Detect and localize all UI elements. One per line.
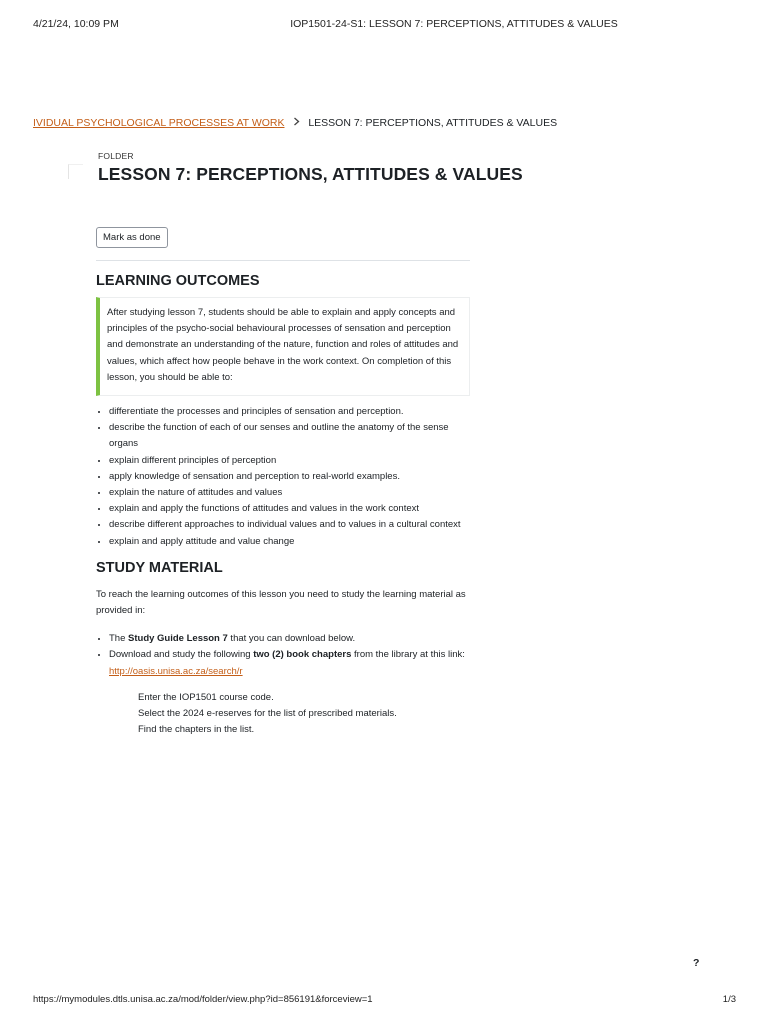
activity-type-label: FOLDER — [98, 151, 134, 161]
step-line: Find the chapters in the list. — [138, 724, 255, 736]
print-header — [33, 18, 735, 32]
print-footer — [33, 994, 736, 1008]
study-material-heading: STUDY MATERIAL — [96, 559, 223, 576]
book-chapters-count: two (2) book chapters — [253, 649, 352, 661]
print-title: IOP1501-24-S1: LESSON 7: PERCEPTIONS, ATTITUDES & VALUES — [290, 18, 618, 30]
list-item: • explain and apply the functions of attitudes and values in the work context — [109, 501, 470, 517]
list-item: • describe different approaches to individual values and to values in a cultural context — [109, 517, 470, 533]
folder-icon — [68, 164, 83, 179]
folder-intro — [96, 273, 470, 738]
learning-outcomes-list — [96, 404, 470, 550]
list-item: • differentiate the processes and principles of sensation and perception. — [109, 404, 470, 420]
list-item: • Download and study the following two (2) book chapters from the library at this link: http://oasis.unisa.ac.za/search/r — [109, 647, 470, 679]
breadcrumb-current: LESSON 7: PERCEPTIONS, ATTITUDES & VALUES — [308, 117, 558, 129]
list-item: • explain different principles of perception — [109, 453, 470, 469]
study-material-list — [96, 631, 470, 680]
page-title: LESSON 7: PERCEPTIONS, ATTITUDES & VALUES — [98, 164, 523, 184]
breadcrumb-parent-link[interactable]: IVIDUAL PSYCHOLOGICAL PROCESSES AT WORK — [33, 117, 285, 129]
breadcrumb — [33, 117, 557, 129]
list-item: • The Study Guide Lesson 7 that you can download below. — [109, 631, 470, 647]
page-header — [98, 151, 523, 185]
study-guide-name: Study Guide Lesson 7 — [128, 633, 228, 645]
study-material-intro: To reach the learning outcomes of this lesson you need to study the learning material as provided in: — [96, 588, 466, 617]
library-steps — [138, 690, 470, 739]
help-button[interactable]: ? — [693, 957, 700, 969]
list-item: • describe the function of each of our senses and outline the anatomy of the sense organs — [109, 420, 470, 452]
learning-outcomes-callout: After studying lesson 7, students should be able to explain and apply concepts and principles of the psycho-social behavioural processes of sensation and perception and demonstrate an understanding of the nature, function and roles of attitudes and values, which affect how people behave in the work context. On completion of this lesson, you should be able to: — [96, 297, 470, 396]
list-item: • explain the nature of attitudes and values — [109, 485, 470, 501]
list-item: • explain and apply attitude and value change — [109, 534, 470, 550]
page-number: 1/3 — [722, 994, 736, 1005]
print-date: 4/21/24, 10:09 PM — [33, 18, 119, 30]
step-line: Enter the IOP1501 course code. — [138, 691, 274, 703]
list-item: • apply knowledge of sensation and perception to real-world examples. — [109, 469, 470, 485]
print-url: https://mymodules.dtls.unisa.ac.za/mod/folder/view.php?id=856191&forceview=1 — [33, 994, 373, 1005]
learning-outcomes-heading: LEARNING OUTCOMES — [96, 273, 260, 289]
divider — [96, 260, 470, 261]
chevron-right-icon — [293, 117, 300, 129]
library-search-link[interactable]: http://oasis.unisa.ac.za/search/r — [109, 665, 243, 677]
step-line: Select the 2024 e-reserves for the list of prescribed materials. — [138, 708, 397, 720]
mark-as-done-button[interactable]: Mark as done — [96, 227, 168, 248]
